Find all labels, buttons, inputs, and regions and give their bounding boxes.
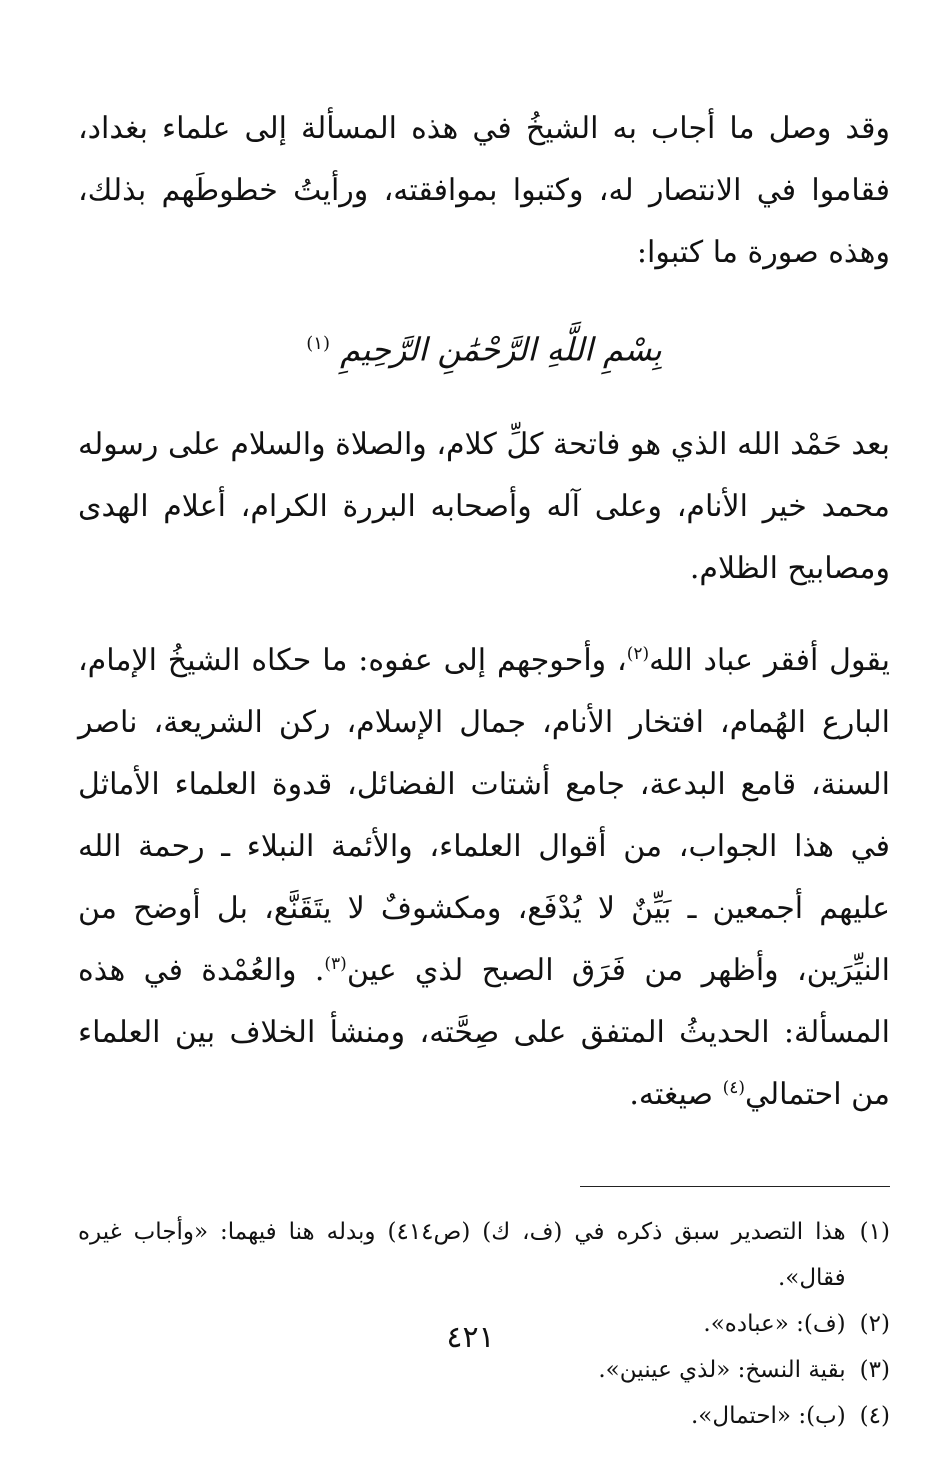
footnote-number: (١)	[859, 1218, 890, 1245]
footnote-ref-1: (١)	[306, 333, 330, 354]
footnote-number: (٢)	[859, 1310, 890, 1337]
paragraph-praise-text: بعد حَمْد الله الذي هو فاتحة كلِّ كلام، والصلاة والسلام على رسوله محمد خير الأنام، وعلى آله وأصحابه البررة الكرام، أعلام الهدى ومصابيح الظلام.	[78, 426, 890, 586]
footnote-item	[78, 1209, 890, 1301]
footnote-item	[78, 1393, 890, 1439]
paragraph-main-text-c: . والعُمْدة في هذه المسألة: الحديثُ المتفق على صِحَّته، ومنشأ الخلاف بين العلماء من احتمالي	[78, 952, 890, 1112]
footnote-text: هذا التصدير سبق ذكره في (ف، ك) (ص٤١٤) وبدله هنا فيهما: «وأجاب غيره فقال».	[78, 1218, 846, 1291]
footnote-divider	[580, 1186, 890, 1187]
basmala-text: بِسْمِ اللَّهِ الرَّحْمَٰنِ الرَّحِيمِ	[340, 330, 662, 369]
footnote-text: (ب): «احتمال».	[690, 1402, 846, 1429]
footnote-number: (٣)	[859, 1356, 890, 1383]
footnote-ref-3: (٣)	[324, 953, 347, 974]
page-number: ٤٢١	[446, 1320, 495, 1355]
footnote-text: بقية النسخ: «لذي عينين».	[598, 1356, 846, 1383]
paragraph-intro	[78, 98, 890, 284]
basmala-heading	[78, 314, 890, 380]
paragraph-main-text-a: يقول أفقر عباد الله	[649, 642, 890, 678]
paragraph-praise	[78, 414, 890, 600]
paragraph-main	[78, 630, 890, 1126]
paragraph-main-text-d: صيغته.	[629, 1076, 723, 1112]
paragraph-intro-text: وقد وصل ما أجاب به الشيخُ في هذه المسألة إلى علماء بغداد، فقاموا في الانتصار له، وكتبوا بموافقته، ورأيتُ خطوطَهم بذلك، وهذه صورة ما كتبوا:	[78, 111, 890, 270]
paragraph-main-text-b: ، وأحوجهم إلى عفوه: ما حكاه الشيخُ الإمام، البارع الهُمام، افتخار الأنام، جمال الإسلام، ركن الشريعة، ناصر السنة، قامع البدعة، جامع أشتات الفضائل، قدوة العلماء الأماثل في هذا الجواب، من أقوال العلماء، والأئمة النبلاء ـ رحمة الله عليهم أجمعين ـ بَيِّنٌ لا يُدْفَع، ومكشوفٌ لا يتَقَنَّع، بل أوضح من النيِّرَين، وأظهر من فَرَق الصبح لذي عين	[78, 642, 890, 988]
footnote-ref-2: (٢)	[626, 643, 650, 664]
page-body	[78, 98, 890, 1439]
footnote-number: (٤)	[859, 1402, 890, 1429]
footnote-text: (ف): «عباده».	[703, 1310, 846, 1337]
footnote-ref-4: (٤)	[722, 1077, 745, 1098]
